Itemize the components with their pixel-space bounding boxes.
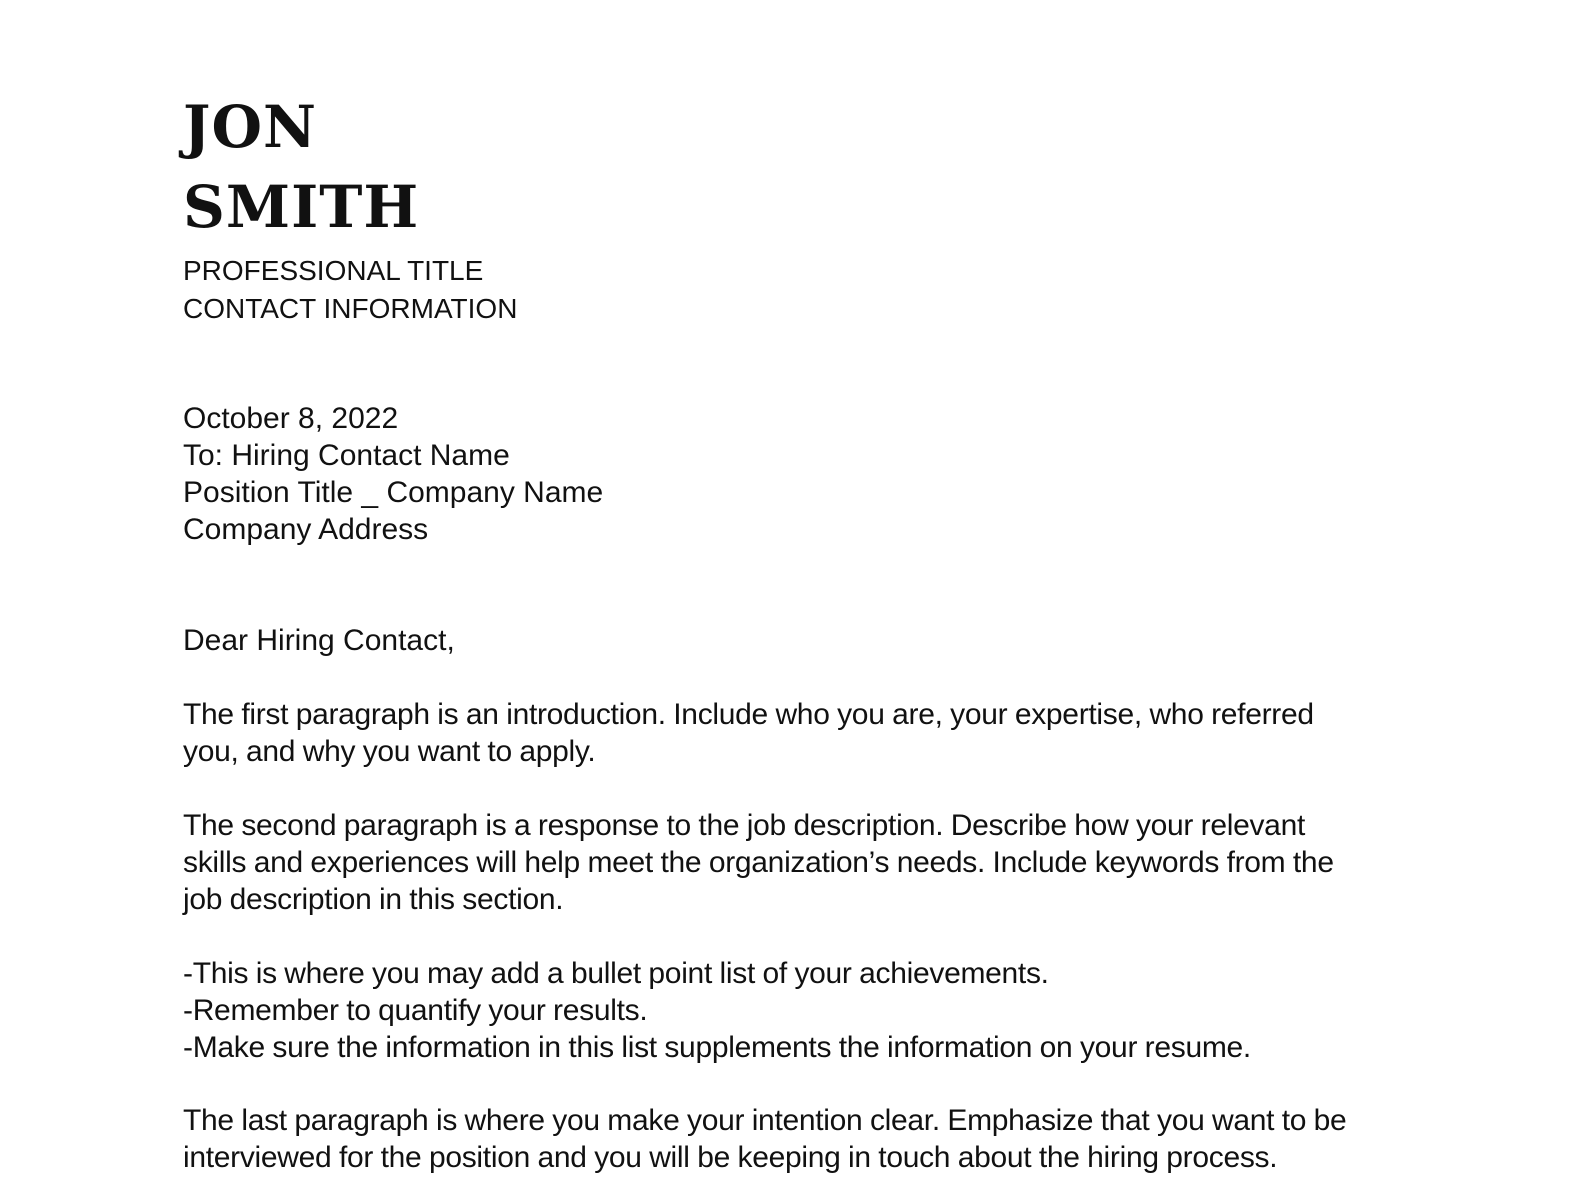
paragraph-line: The last paragraph is where you make your intention clear. Emphasize that you want to be — [183, 1104, 1347, 1137]
achievements-list — [183, 955, 1393, 1066]
professional-title: PROFESSIONAL TITLE — [183, 255, 484, 286]
paragraph-line: The second paragraph is a response to the job description. Describe how your relevant — [183, 809, 1305, 842]
greeting: Dear Hiring Contact, — [183, 624, 455, 657]
paragraph-job-response — [183, 807, 1393, 918]
paragraph-line: skills and experiences will help meet the organization’s needs. Include keywords from the — [183, 846, 1334, 879]
list-item: -This is where you may add a bullet point list of your achievements. — [183, 957, 1049, 990]
paragraph-line: job description in this section. — [183, 883, 564, 916]
paragraph-line: interviewed for the position and you will be keeping in touch about the hiring process. — [183, 1141, 1278, 1174]
list-item: -Remember to quantify your results. — [183, 994, 648, 1027]
recipient-to: To: Hiring Contact Name — [183, 439, 510, 472]
recipient-address: Company Address — [183, 513, 429, 546]
letter-date: October 8, 2022 — [183, 402, 399, 435]
paragraph-line: you, and why you want to apply. — [183, 735, 596, 768]
paragraph-introduction — [183, 696, 1393, 770]
name-last: SMITH — [183, 173, 420, 241]
paragraph-line: The first paragraph is an introduction. Include who you are, your expertise, who referred — [183, 698, 1314, 731]
name-first: JON — [183, 93, 317, 161]
contact-information: CONTACT INFORMATION — [183, 293, 518, 324]
recipient-position: Position Title _ Company Name — [183, 476, 604, 509]
recipient-block — [183, 400, 603, 548]
list-item: -Make sure the information in this list supplements the information on your resume. — [183, 1031, 1251, 1064]
paragraph-closing — [183, 1102, 1393, 1176]
